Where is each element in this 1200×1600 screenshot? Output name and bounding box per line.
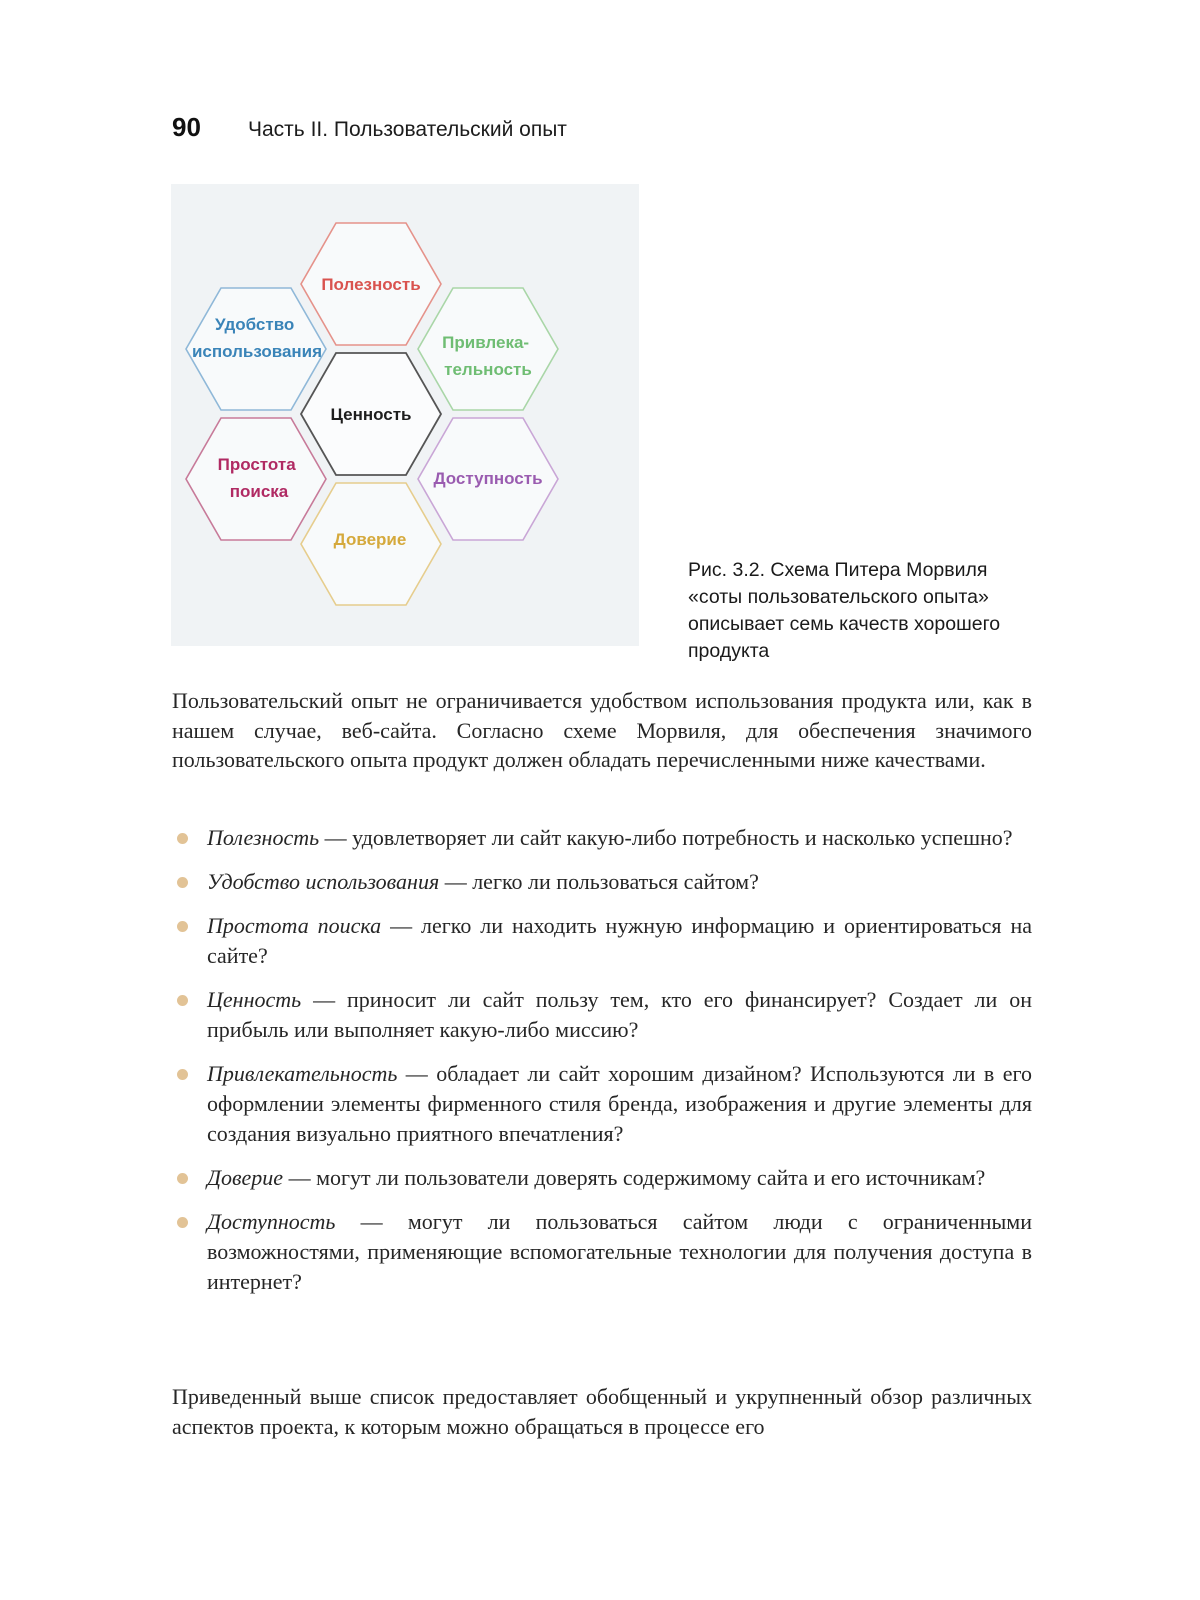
list-item-term: Удобство использования (207, 869, 440, 894)
list-item-text: — удовлетворяет ли сайт какую-либо потребность и насколько успешно? (319, 825, 1013, 850)
list-item-text: — могут ли пользоваться сайтом люди с ограниченными возможностями, применяющие вспомогательные технологии для получения доступа в интернет? (207, 1209, 1032, 1294)
qualities-list (172, 823, 1032, 1311)
list-item-term: Полезность (207, 825, 320, 850)
hex-label-line: тельность (444, 360, 532, 379)
hex-label-line: Привлека- (442, 333, 530, 352)
hex-label-bottom-right (433, 469, 542, 488)
list-item-text: — приносит ли сайт пользу тем, кто его финансирует? Создает ли он прибыль или выполняет какую-либо миссию? (207, 987, 1032, 1042)
bullet-dot (177, 1069, 188, 1080)
hex-label-bottom (334, 530, 407, 549)
list-item-text: — обладает ли сайт хорошим дизайном? Используются ли в его оформлении элементы фирменного стиля бренда, изображения и другие элементы для создания визуально приятного впечатления? (207, 1061, 1032, 1146)
bullet-dot (177, 877, 188, 888)
hex-label-top (321, 275, 420, 294)
hex-bottom-left (186, 418, 326, 540)
hex-label-line: использования (191, 342, 323, 361)
chapter-title: Часть II. Пользовательский опыт (248, 118, 567, 141)
bullet-dot (177, 833, 188, 844)
honeycomb-figure (171, 184, 639, 646)
list-item-text: — легко ли пользоваться сайтом? (439, 869, 759, 894)
hex-label-line: Доверие (333, 530, 407, 549)
bullet-dot (177, 995, 188, 1006)
list-item-term: Привлекательность (207, 1061, 398, 1086)
figure-caption: Рис. 3.2. Схема Питера Морвиля «соты пользовательского опыта» описывает семь качеств хорошего продукта (688, 558, 1001, 662)
hex-label-center (330, 405, 411, 424)
hex-label-line: Ценность (330, 405, 412, 424)
list-item-text: — легко ли находить нужную информацию и ориентироваться на сайте? (207, 913, 1032, 968)
list-item (172, 1059, 1032, 1149)
list-item (172, 985, 1032, 1045)
list-item (172, 823, 1032, 853)
page-number: 90 (172, 112, 201, 142)
hex-label-line: поиска (229, 482, 289, 501)
bullet-dot (177, 1173, 188, 1184)
list-item (172, 911, 1032, 971)
running-head (172, 112, 567, 152)
list-item-term: Доступность (207, 1209, 336, 1234)
list-item-term: Доверие (207, 1165, 284, 1190)
bullet-dot (177, 921, 188, 932)
outro-paragraph: Приведенный выше список предоставляет обобщенный и укрупненный обзор различных аспектов проекта, к которым можно обращаться в процессе его (172, 1384, 1032, 1439)
hex-label-line: Удобство (214, 315, 295, 334)
bullet-dot (177, 1217, 188, 1228)
list-item (172, 867, 1032, 897)
honeycomb-diagram (171, 184, 639, 646)
list-item-term: Ценность (207, 987, 302, 1012)
hex-label-line: Простота (217, 455, 296, 474)
list-item (172, 1207, 1032, 1297)
list-item-term: Простота поиска (207, 913, 382, 938)
hex-label-line: Доступность (433, 469, 543, 488)
list-item (172, 1163, 1032, 1193)
hex-label-line: Полезность (321, 275, 421, 294)
list-item-text: — могут ли пользователи доверять содержимому сайта и его источникам? (283, 1165, 986, 1190)
intro-paragraph: Пользовательский опыт не ограничивается удобством использования продукта или, как в нашем случае, веб-сайта. Согласно схеме Морвиля, для обеспечения значимого пользовательского опыта продукт должен обладать перечисленными ниже качествами. (172, 688, 1032, 772)
